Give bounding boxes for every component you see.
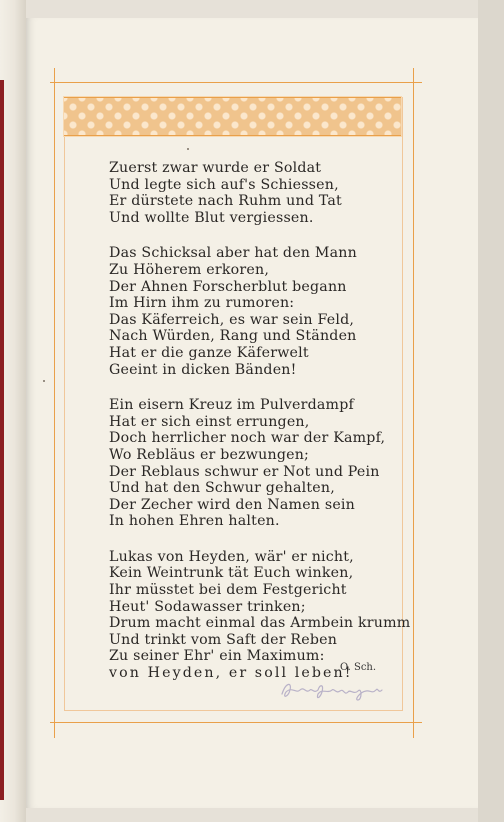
ornamental-header-band [64, 97, 401, 136]
poem-line: Der Reblaus schwur er Not und Pein [109, 463, 380, 480]
poem-line: Zu Höherem erkoren, [109, 261, 270, 278]
poem-line: Das Schicksal aber hat den Mann [109, 245, 357, 262]
poem-line: Der Zecher wird den Namen sein [109, 496, 355, 513]
poem-line: Kein Weintrunk tät Euch winken, [109, 565, 354, 582]
bottom-rule [50, 722, 422, 723]
poem-line: Im Hirn ihm zu rumoren: [109, 295, 295, 312]
poem-line: Ein eisern Kreuz im Pulverdampf [109, 397, 354, 414]
poem-line: Und wollte Blut vergiessen. [109, 209, 314, 226]
poem-line: Zu seiner Ehr' ein Maximum: [109, 648, 325, 665]
poem-line: Nach Würden, Rang und Ständen [109, 328, 357, 345]
poem-line: Er dürstete nach Ruhm und Tat [109, 193, 342, 210]
poem-line: Doch herrlicher noch war der Kampf, [109, 430, 386, 447]
poem-line: Geeint in dicken Bänden! [109, 361, 297, 378]
right-rule [413, 68, 414, 738]
poem-line: Lukas von Heyden, wär' er nicht, [109, 548, 354, 565]
poem-line: Und trinkt vom Saft der Reben [109, 631, 338, 648]
paper-speck [187, 148, 189, 150]
poem-line: Das Käferreich, es war sein Feld, [109, 311, 355, 328]
poem-line: In hohen Ehren halten. [109, 513, 280, 530]
left-rule [54, 68, 55, 738]
poem-line: Drum macht einmal das Armbein krumm [109, 615, 411, 632]
poem-line: Wo Rebläus er bezwungen; [109, 446, 310, 463]
poem [109, 160, 411, 701]
stanza-3 [109, 397, 399, 530]
handwritten-note [278, 678, 388, 704]
stanza-1 [109, 160, 399, 226]
top-rule [50, 82, 422, 83]
poem-line: Ihr müsstet bei dem Festgericht [109, 582, 347, 599]
poem-line: Der Ahnen Forscherblut begann [109, 278, 347, 295]
poem-line: Und legte sich auf's Schiessen, [109, 176, 339, 193]
poem-line: Hat er sich einst errungen, [109, 413, 310, 430]
author-signature: O. Sch. [340, 662, 377, 673]
right-margin [478, 0, 504, 822]
poem-line: Und hat den Schwur gehalten, [109, 480, 335, 497]
poem-line-closing: von Heyden, er soll leben! [109, 665, 353, 682]
poem-line: Hat er die ganze Käferwelt [109, 344, 309, 361]
poem-line: Heut' Sodawasser trinken; [109, 598, 306, 615]
stanza-2 [109, 245, 399, 378]
binding-ribbon [0, 80, 4, 800]
book-binding-edge [0, 0, 26, 822]
paper-speck [43, 380, 45, 382]
poem-line: Zuerst zwar wurde er Soldat [109, 160, 322, 176]
